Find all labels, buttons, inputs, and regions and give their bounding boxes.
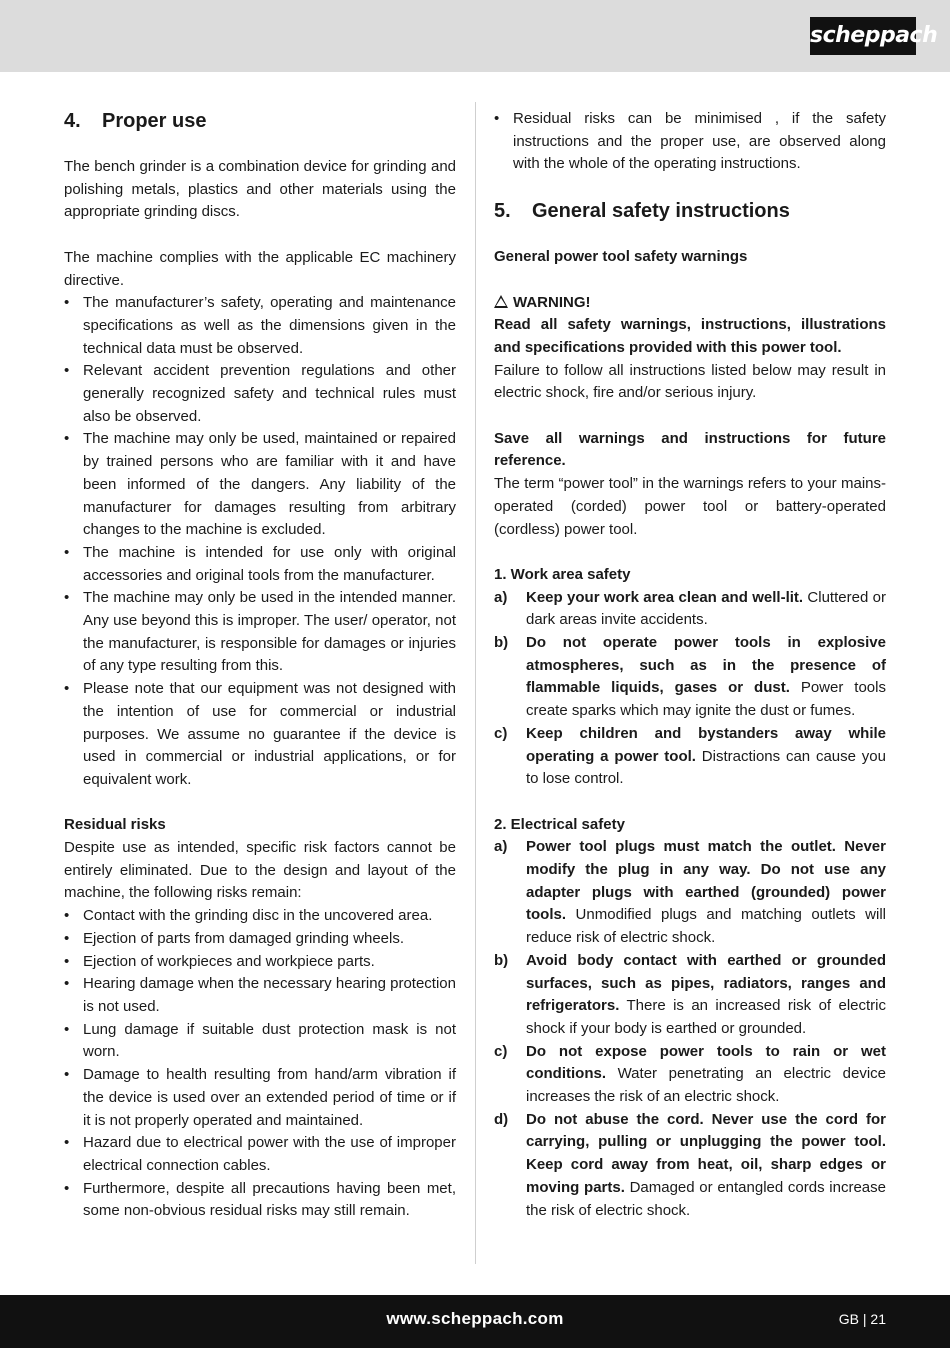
residual-risks-list-continued <box>494 108 886 176</box>
list-item: c) Do not expose power tools to rain or wet conditions. Water penetrating an electric device increases the risk of an electric shock. <box>494 1042 886 1106</box>
work-area-list <box>494 587 886 791</box>
page-number: GB | 21 <box>838 1311 886 1327</box>
scheppach-logo: scheppach <box>810 17 916 55</box>
list-item: • The machine may only be used in the intended manner. Any use beyond this is improper. The user/ operator, not the manufacturer, is responsible for damages or injuries of any type resulting from this. <box>64 587 456 678</box>
list-item: a) Power tool plugs must match the outlet. Never modify the plug in any way. Do not use any adapter plugs with earthed (grounded) power tools. Unmodified plugs and matching outlets will reduce risk of electric shock. <box>494 838 886 947</box>
list-item: • Lung damage if suitable dust protection mask is not worn. <box>64 1019 456 1064</box>
footer-bar <box>0 1295 950 1348</box>
list-item: • Damage to health resulting from hand/arm vibration if the device is used over an extended period of time or if it is not properly operated and maintained. <box>64 1064 456 1132</box>
warning-label: WARNING! <box>494 292 886 315</box>
list-item: • Please note that our equipment was not designed with the intention of use for commercial or industrial purposes. We assume no guarantee if the device is used in commercial or industrial applications, or for equivalent work. <box>64 678 456 792</box>
list-item: • The manufacturer’s safety, operating and maintenance specifications as well as the dimensions given in the technical data must be observed. <box>64 292 456 360</box>
list-item: • Hearing damage when the necessary hearing protection is not used. <box>64 973 456 1018</box>
warning-triangle-icon <box>494 295 508 308</box>
right-column <box>494 108 886 1222</box>
work-area-heading: 1. Work area safety <box>494 565 631 583</box>
list-item: • The machine is intended for use only with original accessories and original tools from the manufacturer. <box>64 542 456 587</box>
residual-risks-intro: Despite use as intended, specific risk factors cannot be entirely eliminated. Due to the design and layout of the machine, the following risks remain: <box>64 839 456 902</box>
list-item: b) Do not operate power tools in explosive atmospheres, such as in the presence of flammable liquids, gases or dust. Power tools create sparks which may ignite the dust or fumes. <box>494 634 886 720</box>
section-4-heading: 4. Proper use <box>64 110 207 132</box>
list-item: c) Keep children and bystanders away while operating a power tool. Distractions can cause you to lose control. <box>494 724 886 788</box>
power-tool-term-text: The term “power tool” in the warnings refers to your mains-operated (corded) power tool or battery-operated (cordless) power tool. <box>494 475 886 538</box>
list-item: • The machine may only be used, maintained or repaired by trained persons who are familiar with it and have been informed of the dangers. Any liability of the manufacturer for damages resulting from arbitrary changes to the machine is excluded. <box>64 428 456 542</box>
save-warnings-text: Save all warnings and instructions for future reference. <box>494 429 886 470</box>
residual-risks-list <box>64 905 456 1223</box>
header-bar <box>0 0 950 72</box>
electrical-safety-heading: 2. Electrical safety <box>494 815 625 833</box>
list-item: • Contact with the grinding disc in the uncovered area. <box>64 905 456 928</box>
list-item: • Relevant accident prevention regulations and other generally recognized safety and technical rules must also be observed. <box>64 360 456 428</box>
list-item: • Residual risks can be minimised , if the safety instructions and the proper use, are observed along with the whole of the operating instructions. <box>494 108 886 176</box>
column-divider <box>475 102 476 1264</box>
list-item: • Hazard due to electrical power with the use of improper electrical connection cables. <box>64 1132 456 1177</box>
residual-risks-heading: Residual risks <box>64 816 166 834</box>
list-item: d) Do not abuse the cord. Never use the cord for carrying, pulling or unplugging the power tool. Keep cord away from heat, oil, sharp edges or moving parts. Damaged or entangled cords increase the risk of electric shock. <box>494 1110 886 1219</box>
left-column <box>64 108 456 1223</box>
website-link[interactable]: www.scheppach.com <box>386 1309 564 1328</box>
proper-use-intro: The bench grinder is a combination device for grinding and polishing metals, plastics and other materials using the appropriate grinding discs. <box>64 158 456 221</box>
warning-bold-text: Read all safety warnings, instructions, illustrations and specifications provided with this power tool. <box>494 316 886 356</box>
proper-use-list <box>64 292 456 791</box>
list-item: • Furthermore, despite all precautions having been met, some non-obvious residual risks may still remain. <box>64 1178 456 1223</box>
list-item: • Ejection of parts from damaged grinding wheels. <box>64 928 456 951</box>
section-5-heading: 5. General safety instructions <box>494 200 790 223</box>
list-item: • Ejection of workpieces and workpiece parts. <box>64 951 456 974</box>
directive-text: The machine complies with the applicable EC machinery directive. <box>64 248 456 289</box>
electrical-safety-list <box>494 836 886 1222</box>
list-item: b) Avoid body contact with earthed or grounded surfaces, such as pipes, radiators, ranges and refrigerators. There is an increased risk of electric shock if your body is earthed or grounded. <box>494 951 886 1037</box>
list-item: a) Keep your work area clean and well-lit. Cluttered or dark areas invite accidents. <box>494 588 886 629</box>
general-warnings-heading: General power tool safety warnings <box>494 248 748 266</box>
warning-text: Failure to follow all instructions listed below may result in electric shock, fire and/or serious injury. <box>494 361 886 402</box>
